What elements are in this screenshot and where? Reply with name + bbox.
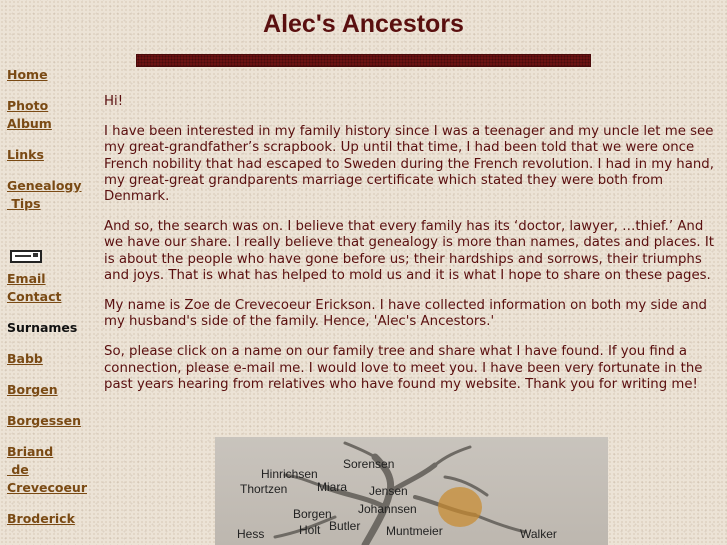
nav-crevecoeur-label: Crevecoeur xyxy=(7,480,87,495)
intro-paragraph-2: And so, the search was on. I believe that every family has its ‘doctor, lawyer, …thief.’ And we have our share. I really believe that genealogy is more than names, dates and places. It is about the people who have gone before us; their hardships and sorrows, their triumphs and joys. That is what has helped to mold us and it is what I hope to share on these pages. xyxy=(104,219,715,283)
nav-tips-label: Tips xyxy=(7,196,41,211)
tree-name-muntmeier[interactable]: Muntmeier xyxy=(386,524,443,538)
sidebar-nav xyxy=(7,66,92,541)
intro-paragraph-1: I have been interested in my family history since I was a teenager and my uncle let me see my great-grandfather’s scrapbook. Up until that time, I had been told that we were once French nobility that had escaped to Sweden during the French revolution. I had in my hand, my great-great grandparents marriage certificate which stated they were both from Denmark. xyxy=(104,124,714,205)
nav-briand-label: Briand xyxy=(7,444,54,459)
tree-name-hinrichsen[interactable]: Hinrichsen xyxy=(261,467,318,481)
nav-links-link[interactable]: Links xyxy=(7,147,44,162)
surnames-heading: Surnames xyxy=(7,320,78,335)
nav-contact-label: Contact xyxy=(7,289,62,304)
nav-photo-label: Photo xyxy=(7,98,49,113)
tree-name-walker[interactable]: Walker xyxy=(520,527,557,541)
email-contact-block xyxy=(7,250,92,306)
nav-briand-de-crevecoeur-link[interactable] xyxy=(7,443,92,497)
nav-album-label: Album xyxy=(7,116,52,131)
main-content xyxy=(104,94,722,407)
family-tree-image[interactable] xyxy=(215,437,608,545)
greeting-text: Hi! xyxy=(104,94,124,109)
tree-name-thortzen[interactable]: Thortzen xyxy=(240,482,288,496)
nav-borgessen-link[interactable]: Borgessen xyxy=(7,413,81,428)
tree-name-sorensen[interactable]: Sorensen xyxy=(343,457,395,471)
tree-name-johannsen[interactable]: Johannsen xyxy=(358,502,417,516)
envelope-icon[interactable] xyxy=(10,250,42,263)
nav-photo-album-link[interactable] xyxy=(7,97,92,133)
nav-genealogy-tips-link[interactable] xyxy=(7,177,92,213)
tree-name-jensen[interactable]: Jensen xyxy=(369,484,408,498)
tree-name-butler[interactable]: Butler xyxy=(329,519,361,533)
tree-name-borgen[interactable]: Borgen xyxy=(293,507,332,521)
nav-genealogy-label: Genealogy xyxy=(7,178,82,193)
intro-paragraph-4: So, please click on a name on our family tree and share what I have found. If you find a connection, please e-mail me. I would love to meet you. I have been very fortunate in the past years hearing from relatives who have found my website. Thank you for writing me! xyxy=(104,344,703,392)
tree-name-holt[interactable]: Holt xyxy=(299,523,321,537)
nav-email-contact-link[interactable] xyxy=(7,270,92,306)
tree-name-hess[interactable]: Hess xyxy=(237,527,265,541)
nav-email-label: Email xyxy=(7,271,46,286)
intro-paragraph-3: My name is Zoe de Crevecoeur Erickson. I have collected information on both my side and my husband's side of the family. Hence, 'Alec's Ancestors.' xyxy=(104,298,707,330)
site-title: Alec's Ancestors xyxy=(263,10,464,38)
tree-name-miara[interactable]: Miara xyxy=(317,480,348,494)
nav-de-label: de xyxy=(7,462,29,477)
title-divider-bar xyxy=(136,54,591,67)
nav-borgen-link[interactable]: Borgen xyxy=(7,382,58,397)
nav-broderick-link[interactable]: Broderick xyxy=(7,511,75,526)
nav-babb-link[interactable]: Babb xyxy=(7,351,43,366)
nav-home-link[interactable]: Home xyxy=(7,67,48,82)
